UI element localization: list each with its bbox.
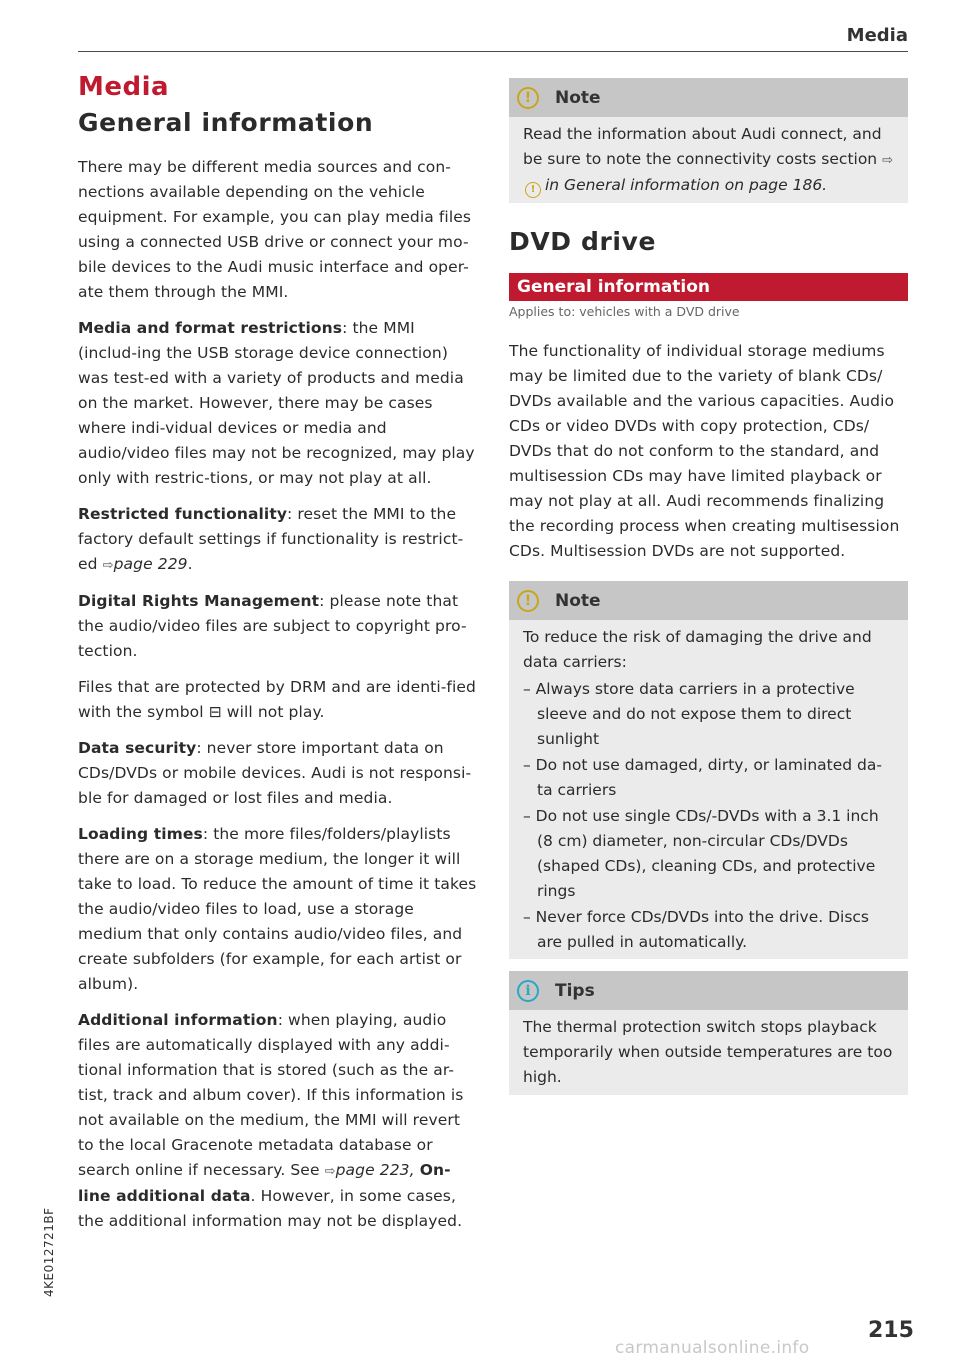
drm-lock-icon: ⊟ (208, 703, 222, 721)
paragraph-text: : reset the MMI to the factory default settings if functionality is restrict-ed (78, 505, 464, 573)
paragraph-text: will not play. (221, 703, 325, 721)
page-reference-link[interactable]: in General information on page 186. (545, 176, 828, 194)
section-title: General information (78, 108, 374, 137)
note-header (509, 78, 908, 117)
subsection-bar: General information (509, 273, 908, 301)
list-item: – Never force CDs/DVDs into the drive. Discs are pulled in automatically. (523, 908, 870, 951)
exclamation-icon: ! (517, 87, 539, 109)
note-box-connectivity (509, 78, 908, 203)
paragraph-text: . However, in some cases, the additional information may not be displayed. (78, 1187, 463, 1230)
ref-arrow-icon: ⇨ (102, 558, 114, 573)
note-header (509, 581, 908, 620)
paragraph-drm-symbol (78, 675, 478, 725)
watermark: carmanualsonline.info (615, 1338, 810, 1358)
dvd-paragraph: The functionality of individual storage mediums may be limited due to the variety of blank CDs/ DVDs available and the various capacities. Audio CDs or video DVDs with copy protection, CDs/ DVDs that do not conform to the standard, and multisession CDs may have limited playback or may not play at all. Audi recommends finalizing the recording process when creating multisession CDs. Multisession DVDs are not supported. (509, 342, 900, 560)
ref-arrow-icon: ⇨ (882, 153, 893, 168)
page-reference-link[interactable]: page 229 (113, 555, 188, 573)
list-item: – Always store data carriers in a protective sleeve and do not expose them to direct sunlight (523, 680, 855, 748)
note-title: Note (555, 87, 601, 108)
info-icon: i (517, 980, 539, 1002)
exclamation-icon: ! (517, 590, 539, 612)
paragraph-text: : please note that the audio/video files are subject to copyright pro-tection. (78, 592, 467, 660)
note-body (509, 117, 908, 203)
paragraph-restricted-functionality (78, 502, 478, 578)
note-text (523, 122, 894, 198)
term: On-line additional data (78, 1161, 451, 1205)
exclamation-icon: ! (525, 182, 541, 198)
paragraph-text: : when playing, audio files are automatically displayed with any addi-tional information that is stored (such as the ar-tist, track and album cover). If this information is not available on the medium, the MMI will revert to the local Gracenote metadata database or search online if necessary. See (78, 1011, 464, 1179)
paragraph-text: : never store important data on CDs/DVDs or mobile devices. Audi is not responsi-ble for damaged or lost files and media. (78, 739, 472, 807)
paragraph-data-security (78, 736, 478, 811)
paragraph-text: . (187, 555, 193, 573)
note-text-main: Read the information about Audi connect, and be sure to note the connectivity costs section (523, 125, 883, 168)
tips-title: Tips (555, 980, 595, 1001)
section-title-dvd: DVD drive (509, 227, 657, 256)
tips-header (509, 971, 908, 1010)
paragraph-text: Files that are protected by DRM and are identi-fied with the symbol (78, 678, 476, 721)
term: Restricted functionality (78, 505, 288, 523)
tips-body (509, 1010, 908, 1095)
paragraph-drm (78, 589, 478, 664)
note-box-drive (509, 581, 908, 959)
note-list (523, 677, 894, 955)
right-column (509, 78, 908, 1105)
note-body (509, 620, 908, 959)
applies-to: Applies to: vehicles with a DVD drive (509, 304, 740, 319)
term: Additional information (78, 1011, 278, 1029)
term: Digital Rights Management (78, 592, 320, 610)
term: Loading times (78, 825, 203, 843)
note-title: Note (555, 590, 601, 611)
ref-arrow-icon: ⇨ (324, 1164, 336, 1179)
list-item: – Do not use damaged, dirty, or laminated da-ta carriers (523, 756, 882, 799)
page-number: 215 (868, 1318, 914, 1343)
intro-paragraph: There may be different media sources and con-nections available depending on the vehicle equipment. For example, you can play media files using a connected USB drive or connect your mo-bile devices to the Audi music interface and oper-ate them through the MMI. (78, 158, 472, 301)
document-code: 4KE012721BF (42, 1207, 56, 1297)
term: Data security (78, 739, 197, 757)
paragraph-loading-times (78, 822, 478, 997)
paragraph-additional-information (78, 1008, 478, 1234)
tips-text: The thermal protection switch stops playback temporarily when outside temperatures are too high. (523, 1018, 893, 1086)
paragraph-format-restrictions (78, 316, 478, 491)
left-column (78, 72, 478, 1245)
paragraph-text: : the more files/folders/playlists there are on a storage medium, the longer it will take to load. To reduce the amount of time it takes the audio/video files to load, use a storage medium that only contains audio/video files, and create subfolders (for example, for each artist or album). (78, 825, 477, 993)
tips-box (509, 971, 908, 1095)
paragraph-text: : the MMI (includ-ing the USB storage device connection) was test-ed with a variety of products and media on the market. However, there may be cases where indi-vidual devices or media and audio/video files may not be recognized, may play only with restric-tions, or may not play at all. (78, 319, 475, 487)
running-head-title: Media (846, 25, 908, 46)
chapter-title: Media (78, 72, 170, 102)
page-reference-link[interactable]: page 223, (335, 1161, 415, 1179)
term: Media and format restrictions (78, 319, 343, 337)
list-item: – Do not use single CDs/-DVDs with a 3.1 inch (8 cm) diameter, non-circular CDs/DVDs (shaped CDs), cleaning CDs, and protective rings (523, 807, 879, 900)
running-header (78, 22, 908, 52)
note-intro: To reduce the risk of damaging the drive and data carriers: (523, 628, 872, 671)
